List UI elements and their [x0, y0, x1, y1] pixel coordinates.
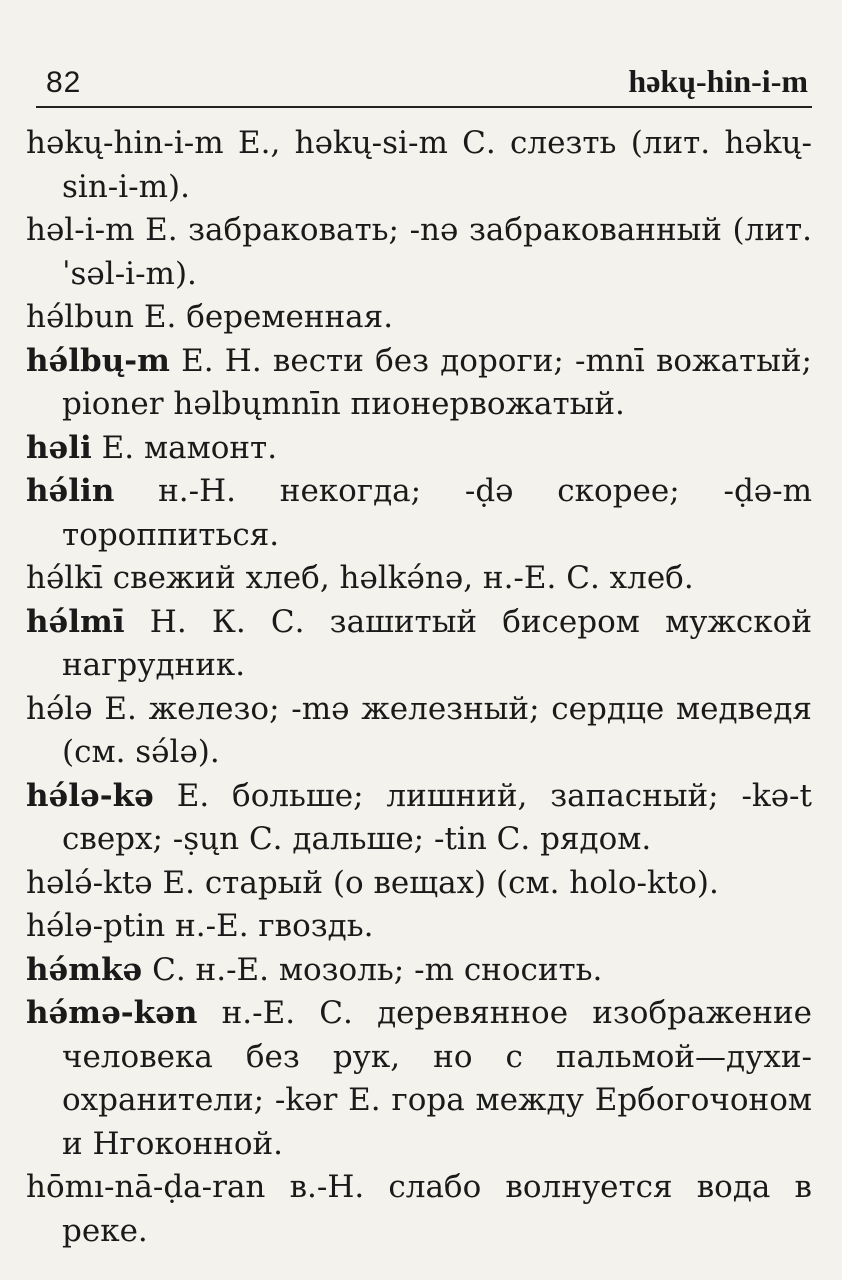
entry-headword: hə́mkə [26, 951, 143, 988]
dictionary-entry [26, 427, 812, 471]
entry-text: н.-Н. некогда; -ḍə скорее; -ḍə-m тороппиться. [62, 473, 812, 553]
dictionary-entry [26, 209, 812, 296]
entry-text: hə́lə Е. железо; -mə железный; сердце медведя (см. sə́lə). [26, 690, 812, 770]
page-header [36, 58, 812, 108]
entry-text: hə́lkī свежий хлеб, həlkə́nə, н.-Е. С. хлеб. [26, 560, 694, 596]
dictionary-entry [26, 775, 812, 862]
dictionary-entry [26, 1166, 812, 1253]
entry-text: Е. Н. вести без дороги; -mnī вожатый; pioner həlbųmnīn пионервожатый. [62, 342, 812, 422]
entry-text: hōmı-nā-ḍa-ran в.-Н. слабо волнуется вода в реке. [26, 1169, 812, 1249]
entry-text: həkų-hin-i-m Е., həkų-si-m С. слезть (лит. həkų-sin-i-m). [26, 125, 812, 205]
entry-headword: hə́lə-kə [26, 777, 154, 814]
entry-list [26, 122, 812, 1253]
entry-headword: hə́lmī [26, 603, 125, 640]
dictionary-entry [26, 470, 812, 557]
page-number: 82 [46, 66, 82, 99]
entry-text: Е. больше; лишний, запасный; -kə-t сверх; -ṣųn С. дальше; -tin С. рядом. [62, 777, 812, 857]
dictionary-entry [26, 992, 812, 1166]
dictionary-entry [26, 296, 812, 340]
dictionary-entry [26, 949, 812, 993]
dictionary-entry [26, 905, 812, 949]
dictionary-entry [26, 557, 812, 601]
dictionary-entry [26, 688, 812, 775]
entry-text: hələ́-ktə Е. старый (о вещах) (см. holo-kto). [26, 864, 719, 901]
dictionary-entry [26, 340, 812, 427]
entry-text: Н. К. С. зашитый бисером мужской нагрудник. [62, 603, 812, 683]
entry-text: hə́lbun Е. беременная. [26, 299, 394, 335]
entry-text: С. н.-Е. мозоль; -m сносить. [142, 951, 603, 988]
entry-headword: hə́mə-kən [26, 995, 198, 1031]
entry-headword: hə́lin [26, 473, 115, 509]
entry-text: н.-Е. С. деревянное изображение человека без рук, но с пальмой—духи-охранители; -kər Е. гора между Ербогочоном и Нгоконной. [62, 995, 812, 1162]
running-head: həkų-hin-i-m [628, 63, 808, 99]
dictionary-entry [26, 122, 812, 209]
entry-text: həl-i-m Е. забраковать; -nə забракованный (лит. ˈsəl-i-m). [26, 212, 812, 292]
entry-text: hə́lə-ptin н.-Е. гвоздь. [26, 908, 374, 944]
entry-headword: həli [26, 429, 92, 466]
entry-headword: hə́lbų-m [26, 342, 170, 379]
dictionary-entry [26, 862, 812, 906]
dictionary-entry [26, 601, 812, 688]
entry-text: Е. мамонт. [91, 429, 278, 466]
